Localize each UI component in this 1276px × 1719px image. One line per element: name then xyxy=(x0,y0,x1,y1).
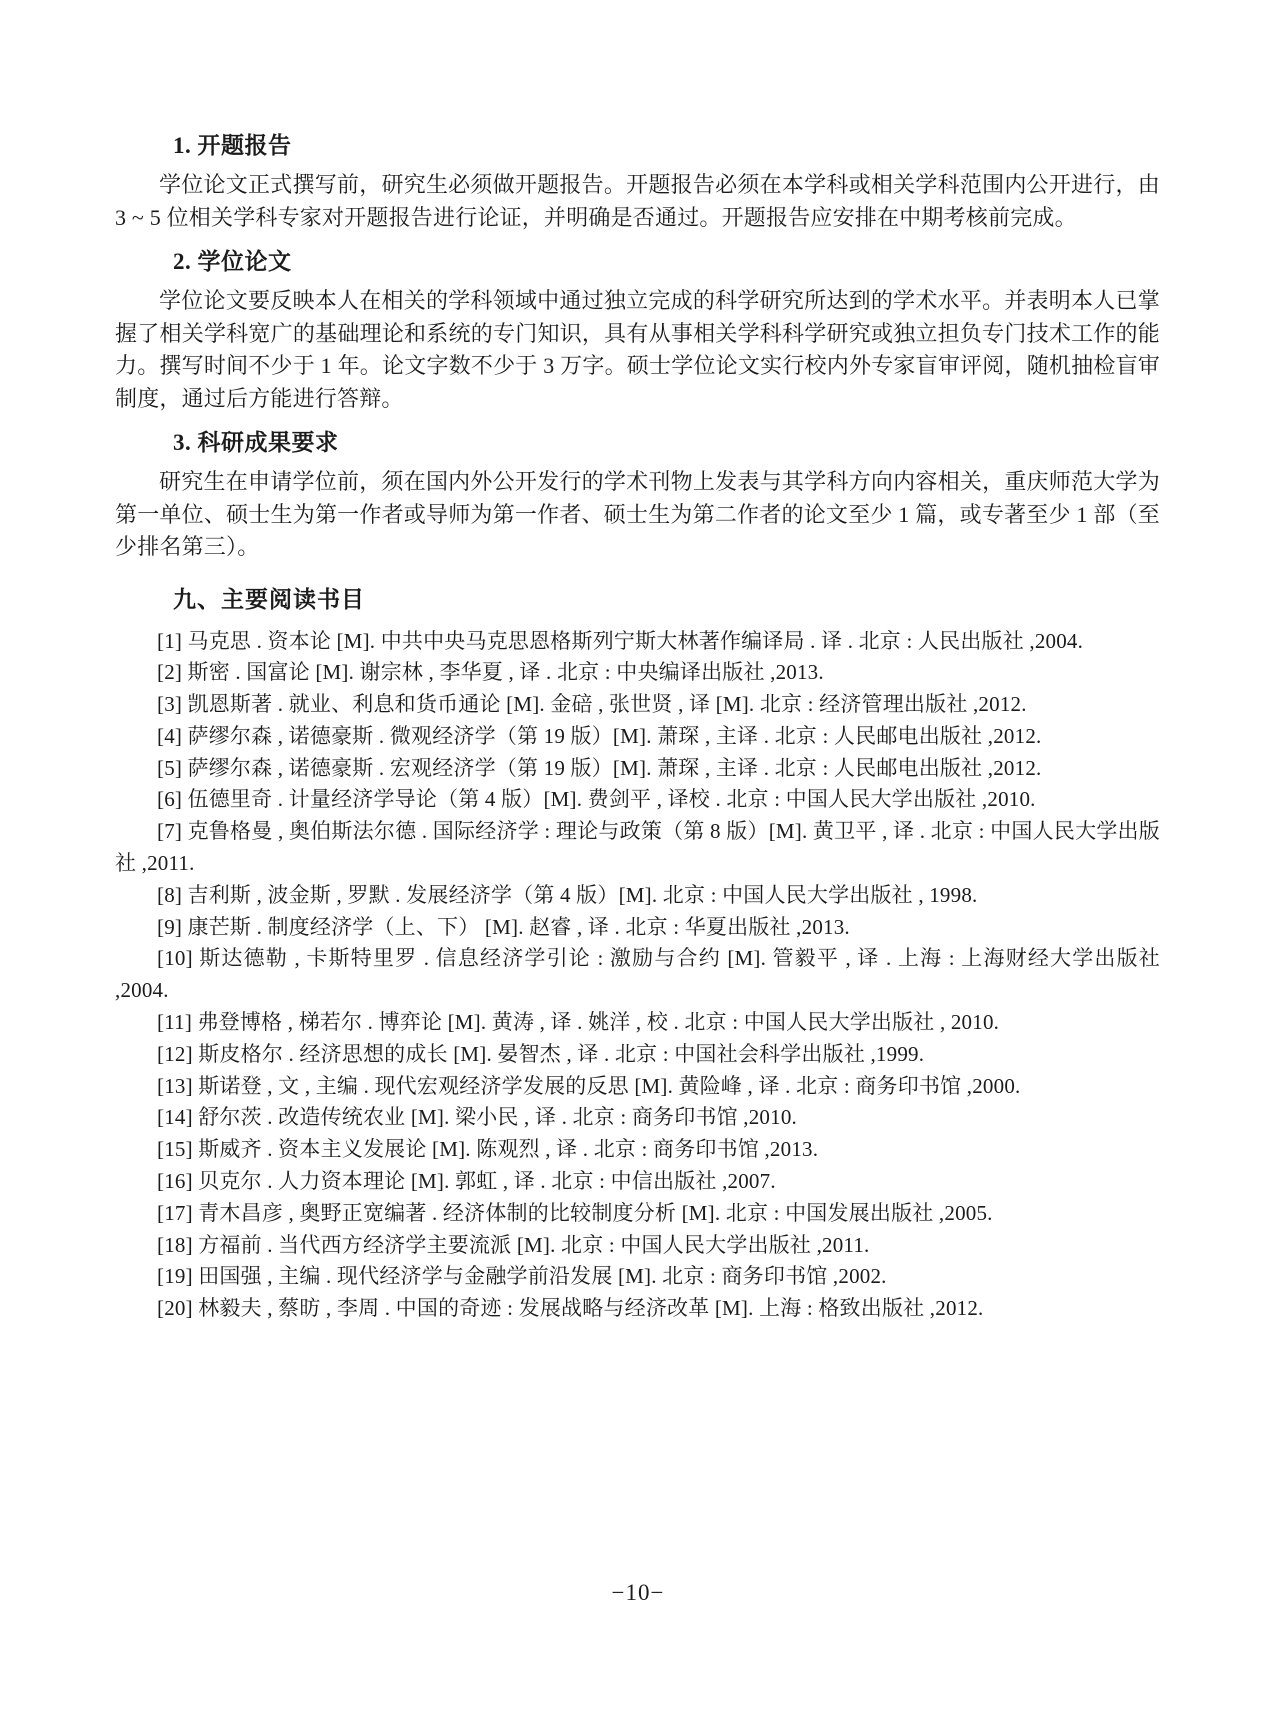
reference-item: [9] 康芒斯 . 制度经济学（上、下） [M]. 赵睿 , 译 . 北京 : 华夏出版社 ,2013. xyxy=(157,914,850,939)
section-3-paragraph: 研究生在申请学位前，须在国内外公开发行的学术刊物上发表与其学科方向内容相关，重庆师范大学为第一单位、硕士生为第一作者或导师为第一作者、硕士生为第二作者的论文至少 1 篇，或专著至少 1 部（至少排名第三）。 xyxy=(115,469,1160,559)
reference-item: [20] 林毅夫 , 蔡昉 , 李周 . 中国的奇迹 : 发展战略与经济改革 [M]. 上海 : 格致出版社 ,2012. xyxy=(157,1296,984,1321)
reference-item: [13] 斯诺登 , 文 , 主编 . 现代宏观经济学发展的反思 [M]. 黄险峰 , 译 . 北京 : 商务印书馆 ,2000. xyxy=(157,1073,1021,1098)
reference-item: [2] 斯密 . 国富论 [M]. 谢宗林 , 李华夏 , 译 . 北京 : 中央编译出版社 ,2013. xyxy=(157,660,824,685)
section-1-heading: 1. 开题报告 xyxy=(173,133,292,158)
section-2-paragraph: 学位论文要反映本人在相关的学科领域中通过独立完成的科学研究所达到的学术水平。并表明本人已掌握了相关学科宽广的基础理论和系统的专门知识，具有从事相关学科科学研究或独立担负专门技术工作的能力。撰写时间不少于 1 年。论文字数不少于 3 万字。硕士学位论文实行校内外专家盲审评阅，随机抽检盲审制度，通过后方能进行答辩。 xyxy=(115,288,1160,411)
reference-item: [12] 斯皮格尔 . 经济思想的成长 [M]. 晏智杰 , 译 . 北京 : 中国社会科学出版社 ,1999. xyxy=(157,1041,925,1066)
reference-item: [6] 伍德里奇 . 计量经济学导论（第 4 版）[M]. 费剑平 , 译校 . 北京 : 中国人民大学出版社 ,2010. xyxy=(157,787,1036,812)
reference-item: [19] 田国强 , 主编 . 现代经济学与金融学前沿发展 [M]. 北京 : 商务印书馆 ,2002. xyxy=(157,1264,887,1289)
reference-item: [14] 舒尔茨 . 改造传统农业 [M]. 梁小民 , 译 . 北京 : 商务印书馆 ,2010. xyxy=(157,1105,797,1130)
reference-item: [17] 青木昌彦 , 奥野正宽编著 . 经济体制的比较制度分析 [M]. 北京 : 中国发展出版社 ,2005. xyxy=(157,1200,993,1225)
reference-item: [10] 斯达德勒 , 卡斯特里罗 . 信息经济学引论 : 激励与合约 [M]. 管毅平 , 译 . 上海 : 上海财经大学出版社 ,2004. xyxy=(115,946,1160,1003)
reference-item: [5] 萨缪尔森 , 诺德豪斯 . 宏观经济学（第 19 版）[M]. 萧琛 , 主译 . 北京 : 人民邮电出版社 ,2012. xyxy=(157,755,1042,780)
reference-item: [4] 萨缪尔森 , 诺德豪斯 . 微观经济学（第 19 版）[M]. 萧琛 , 主译 . 北京 : 人民邮电出版社 ,2012. xyxy=(157,723,1042,748)
bibliography-list xyxy=(115,626,1160,1326)
bibliography-heading: 九、主要阅读书目 xyxy=(173,585,365,612)
reference-item: [11] 弗登博格 , 梯若尔 . 博弈论 [M]. 黄涛 , 译 . 姚洋 , 校 . 北京 : 中国人民大学出版社 , 2010. xyxy=(157,1010,1000,1035)
section-2-heading: 2. 学位论文 xyxy=(173,249,292,274)
reference-item: [7] 克鲁格曼 , 奥伯斯法尔德 . 国际经济学 : 理论与政策（第 8 版）[M]. 黄卫平 , 译 . 北京 : 中国人民大学出版社 ,2011. xyxy=(115,819,1160,876)
reference-item: [18] 方福前 . 当代西方经济学主要流派 [M]. 北京 : 中国人民大学出版社 ,2011. xyxy=(157,1232,870,1257)
section-1-paragraph: 学位论文正式撰写前，研究生必须做开题报告。开题报告必须在本学科或相关学科范围内公开进行，由 3 ~ 5 位相关学科专家对开题报告进行论证，并明确是否通过。开题报告应安排在中期考核前完成。 xyxy=(115,172,1160,230)
reference-item: [1] 马克思 . 资本论 [M]. 中共中央马克思恩格斯列宁斯大林著作编译局 . 译 . 北京 : 人民出版社 ,2004. xyxy=(157,628,1084,653)
reference-item: [3] 凯恩斯著 . 就业、利息和货币通论 [M]. 金碚 , 张世贤 , 译 [M]. 北京 : 经济管理出版社 ,2012. xyxy=(157,692,1027,717)
reference-item: [15] 斯威齐 . 资本主义发展论 [M]. 陈观烈 , 译 . 北京 : 商务印书馆 ,2013. xyxy=(157,1137,819,1162)
page-number: −10− xyxy=(611,1580,665,1605)
reference-item: [8] 吉利斯 , 波金斯 , 罗默 . 发展经济学（第 4 版）[M]. 北京 : 中国人民大学出版社 , 1998. xyxy=(157,882,978,907)
section-3-heading: 3. 科研成果要求 xyxy=(173,430,339,455)
page-footer xyxy=(0,1580,1276,1606)
reference-item: [16] 贝克尔 . 人力资本理论 [M]. 郭虹 , 译 . 北京 : 中信出版社 ,2007. xyxy=(157,1169,776,1194)
